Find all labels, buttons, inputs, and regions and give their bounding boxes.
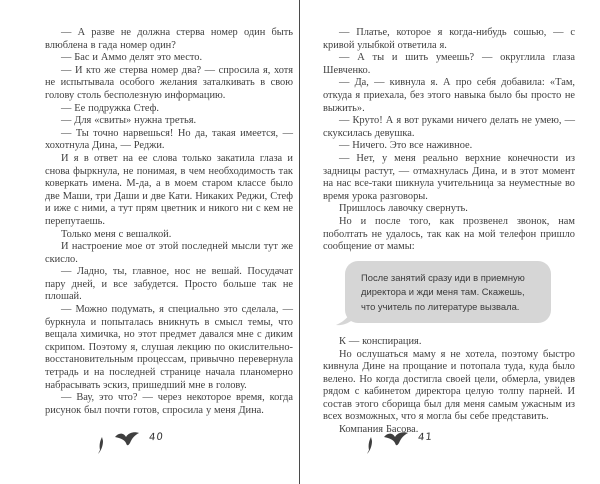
page-footer bbox=[97, 431, 164, 457]
large-bird-icon bbox=[114, 431, 140, 447]
page-number: 41 bbox=[417, 431, 434, 444]
large-bird-icon bbox=[383, 431, 409, 447]
paragraph: — Для «свиты» нужна третья. bbox=[61, 115, 197, 127]
paragraph: Только меня с вешалкой. bbox=[61, 228, 172, 240]
paragraph: — Ничего. Это все наживное. bbox=[339, 140, 473, 152]
paragraph: И я в ответ на ее слова только закатила глаза и снова фыркнула, не понимая, в чем необходимость так коверкать имена. М-да, а в моем старом классе было две Маши, три Даши и две Кати. Никаких Реджи, Стеф и иже с ними, а тут прям цветник и никого ни с кем не перепутаешь. bbox=[45, 152, 293, 227]
paragraph: — А ты и шить умеешь? — округлила глаза Шевченко. bbox=[323, 52, 575, 76]
paragraph: Пришлось лавочку свернуть. bbox=[339, 203, 468, 215]
paragraph: Но и после того, как прозвенел звонок, нам поболтать не удалось, так как на мой телефон пришло сообщение от мамы: bbox=[323, 215, 575, 253]
paragraph: И настроение мое от этой последней мысли тут же скисло. bbox=[45, 241, 293, 265]
paragraph: — Платье, которое я когда-нибудь сошью, — с кривой улыбкой ответила я. bbox=[323, 27, 575, 51]
page-right bbox=[300, 0, 600, 484]
paragraph: Компания Басова. bbox=[339, 424, 419, 436]
paragraph: — Бас и Аммо делят это место. bbox=[61, 52, 203, 64]
paragraph: — Да, — кивнула я. А про себя добавила: «Там, откуда я приехала, без этого навыка было бы просто не выжить». bbox=[323, 77, 575, 114]
small-bird-icon bbox=[366, 437, 374, 455]
chat-message-text: После занятий сразу иди в приемную директора и жди меня там. Скажешь, что учитель по литературе вызвала. bbox=[361, 271, 525, 312]
paragraph: Но ослушаться маму я не хотела, поэтому быстро кивнула Дине на прощание и потопала туда, куда было велено. Но когда достигла своей цели, обмерла, увидев рядом с кабинетом директора целую толпу парней. И состав этого сборища был для меня самым ужасным из всех возможных, что я могла бы себе представить. bbox=[323, 348, 575, 423]
paragraph: — Круто! А я вот руками ничего делать не умею, — скуксилась девушка. bbox=[323, 115, 575, 139]
paragraph: — Ее подружка Стеф. bbox=[61, 102, 159, 114]
paragraph: — А разве не должна стерва номер один быть влюблена в гада номер один? bbox=[45, 27, 293, 51]
paragraph: — И кто же стерва номер два? — спросила я, хотя не испытывала особого желания заталкивать в свою голову столь бесполезную информацию. bbox=[45, 64, 293, 101]
paragraph: — Нет, у меня реально верхние конечности из задницы растут, — отмахнулась Дина, и в этот момент на нас все-таки шикнула учительница за неуместные во время урока разговоры. bbox=[323, 152, 575, 202]
small-bird-icon bbox=[97, 437, 105, 455]
page-number: 40 bbox=[148, 431, 165, 444]
chat-message-bubble bbox=[345, 261, 551, 323]
bubble-tail-icon bbox=[334, 300, 358, 326]
page-footer bbox=[366, 431, 433, 457]
paragraph: — Можно подумать, я специально это сделала, — буркнула и попыталась вникнуть в смысл темы, что вещала химичка, но этот предмет давался мне с диким скрипом. Поэтому я, слушая лекцию по окислительно-восстановительным процессам, привычно перевернула тетрадь и на последней странице начала планомерно набрасывать эскиз, пришедший мне в голову. bbox=[45, 304, 293, 391]
paragraph: К — конспирация. bbox=[339, 335, 422, 347]
paragraph: — Ладно, ты, главное, нос не вешай. Посудачат пару дней, и все забудется. Просто больше так не плошай. bbox=[45, 266, 293, 303]
paragraph: — Ты точно нарвешься! Но да, такая имеется, — хохотнула Дина, — Реджи. bbox=[45, 127, 293, 152]
paragraph: — Вау, это что? — через некоторое время, когда рисунок был почти готов, спросила у меня Дина. bbox=[45, 392, 293, 416]
